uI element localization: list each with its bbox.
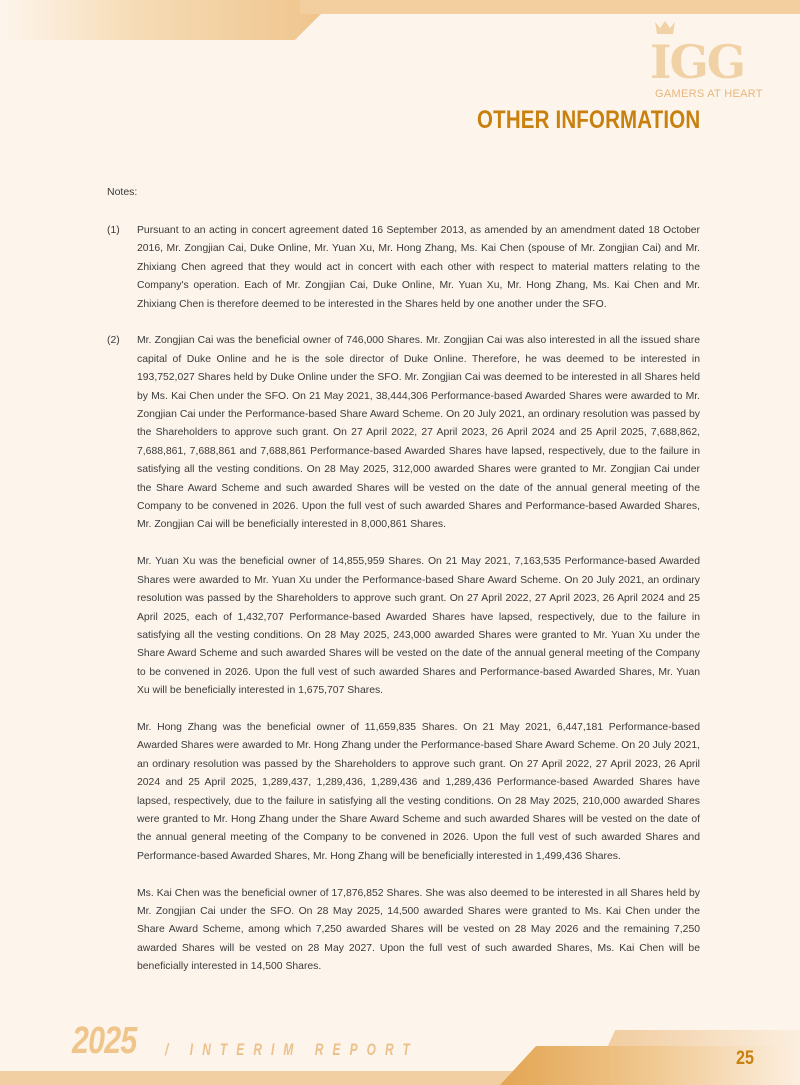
footer-report-title: / INTERIM REPORT [165,1040,419,1059]
page-number: 25 [736,1048,754,1069]
note-paragraph: Mr. Hong Zhang was the beneficial owner of 11,659,835 Shares. On 21 May 2021, 6,447,181 Performance-based Awarded Shares were awarded to Mr. Hong Zhang under the Performance-based Share Award Scheme. On 20 July 2021, an ordinary resolution was passed by the Shareholders to approve such grant. On 27 April 2022, 27 April 2023, 26 April 2024 and 25 April 2025, 1,289,437, 1,289,436, 1,289,436 and 1,289,436 Performance-based Awarded Shares have lapsed, respectively, due to the failure in satisfying all the vesting conditions. On 28 May 2025, 210,000 awarded Shares were granted to Mr. Hong Zhang under the Share Award Scheme and such awarded Shares will be vested on the date of the annual general meeting of the Company to be convened in 2026. Upon the full vest of such awarded Shares and Performance-based Awarded Shares, Mr. Hong Zhang will be beneficially interested in 1,499,436 Shares. [137,721,700,862]
header-band [300,0,800,14]
notes-list [107,222,700,995]
note-item [107,332,700,976]
footer-decoration-front [500,1046,800,1085]
footer-year: 2025 [72,1020,137,1062]
notes-label: Notes: [107,186,138,198]
igg-logo [650,20,775,105]
logo-tagline: GAMERS AT HEART [655,88,763,100]
note-paragraph: Mr. Zongjian Cai was the beneficial owner of 746,000 Shares. Mr. Zongjian Cai was also interested in all the issued share capital of Duke Online and he is the sole director of Duke Online. Therefore, he was deemed to be interested in 193,752,027 Shares held by Duke Online under the SFO. Mr. Zongjian Cai was deemed to be interested in all Shares held by Ms. Kai Chen under the SFO. On 21 May 2021, 38,444,306 Performance-based Awarded Shares were awarded to Mr. Zongjian Cai under the Performance-based Share Award Scheme. On 20 July 2021, an ordinary resolution was passed by the Shareholders to approve such grant. On 27 April 2022, 27 April 2023, 26 April 2024 and 25 April 2025, 7,688,862, 7,688,861, 7,688,861 and 7,688,861 Performance-based Awarded Shares have lapsed, respectively, due to the failure in satisfying all the vesting conditions. On 28 May 2025, 312,000 awarded Shares were granted to Mr. Zongjian Cai under the Share Award Scheme and such awarded Shares will be vested on the date of the annual general meeting of the Company to be convened in 2026. Upon the full vest of such awarded Shares and Performance-based Awarded Shares, Mr. Zongjian Cai will be beneficially interested in 8,000,861 Shares. [137,335,700,531]
crown-icon [654,20,676,36]
section-title: OTHER INFORMATION [476,106,700,134]
logo-mark: IGG [650,35,745,89]
note-number: (2) [107,335,120,347]
note-paragraph: Mr. Yuan Xu was the beneficial owner of 14,855,959 Shares. On 21 May 2021, 7,163,535 Performance-based Awarded Shares were awarded to Mr. Yuan Xu under the Performance-based Share Award Scheme. On 20 July 2021, an ordinary resolution was passed by the Shareholders to approve such grant. On 27 April 2022, 27 April 2023, 26 April 2024 and 25 April 2025, each of 1,432,707 Performance-based Awarded Shares have lapsed, respectively, due to the failure in satisfying all the vesting conditions. On 28 May 2025, 243,000 awarded Shares were granted to Mr. Yuan Xu under the Share Award Scheme and such awarded Shares will be vested on the date of the annual general meeting of the Company to be convened in 2026. Upon the full vest of such awarded Shares and Performance-based Awarded Shares, Mr. Yuan Xu will be beneficially interested in 1,675,707 Shares. [137,556,700,697]
note-item [107,222,700,314]
note-paragraph: Ms. Kai Chen was the beneficial owner of 17,876,852 Shares. She was also deemed to be interested in all Shares held by Mr. Zongjian Cai under the SFO. On 28 May 2025, 14,500 awarded Shares were granted to Ms. Kai Chen under the Share Award Scheme, among which 7,250 awarded Shares will be vested on 28 May 2026 and the remaining 7,250 awarded Shares will be vested on 28 May 2027. Upon the full vest of such awarded Shares, Ms. Kai Chen will be beneficially interested in 14,500 Shares. [137,887,700,973]
note-paragraph: Pursuant to an acting in concert agreement dated 16 September 2013, as amended by an amendment dated 18 October 2016, Mr. Zongjian Cai, Duke Online, Mr. Yuan Xu, Mr. Hong Zhang, Ms. Kai Chen (spouse of Mr. Zongjian Cai) and Mr. Zhixiang Chen agreed that they would act in concert with each other with respect to material matters relating to the Company's operation. Each of Mr. Zongjian Cai, Duke Online, Mr. Yuan Xu, Mr. Hong Zhang, Ms. Kai Chen and Mr. Zhixiang Chen is therefore deemed to be interested in the Shares held by one another under the SFO. [137,225,700,310]
note-number: (1) [107,225,120,236]
header-decoration-left [0,0,335,40]
